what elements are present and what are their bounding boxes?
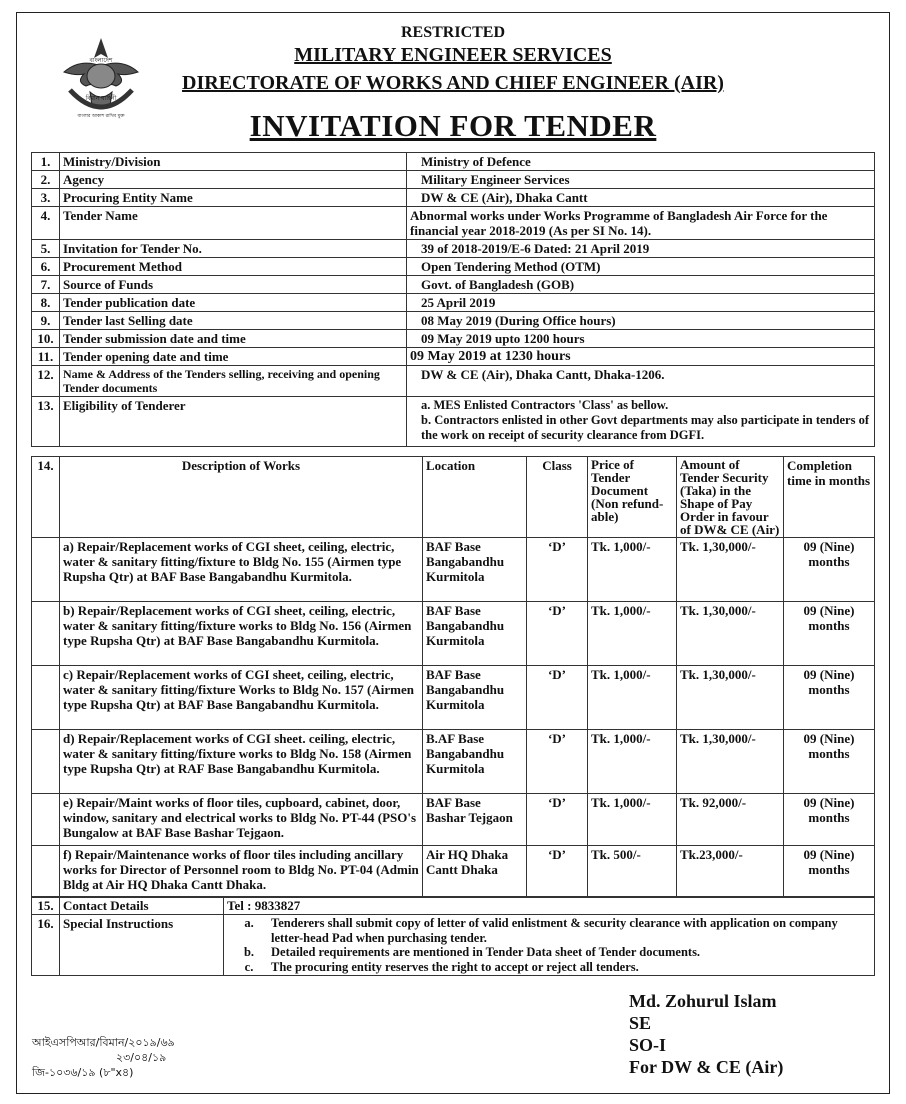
eligibility-value: [407, 397, 875, 447]
row-number: 5.: [32, 240, 60, 258]
contact-row: [32, 897, 875, 915]
works-row: [32, 602, 875, 666]
info-value: 09 May 2019 upto 1200 hours: [407, 330, 875, 348]
instruction-text: The procuring entity reserves the right to accept or reject all tenders.: [271, 959, 639, 974]
special-instructions-list: [224, 915, 875, 976]
special-label: Special Instructions: [60, 915, 224, 976]
contact-label: Contact Details: [60, 897, 224, 915]
work-price: Tk. 1,000/-: [588, 794, 677, 846]
info-label: Tender submission date and time: [60, 330, 407, 348]
info-value: Ministry of Defence: [407, 153, 875, 171]
work-class: ‘D’: [527, 794, 588, 846]
work-security: Tk.23,000/-: [677, 846, 784, 898]
work-class: ‘D’: [527, 846, 588, 898]
work-class: ‘D’: [527, 666, 588, 730]
instruction-item: [227, 916, 871, 945]
contact-instructions-table: [31, 896, 875, 976]
row-number: 3.: [32, 189, 60, 207]
info-row: [32, 240, 875, 258]
col-header-class: Class: [527, 457, 588, 538]
work-completion: 09 (Nine) months: [784, 846, 875, 898]
info-label: Source of Funds: [60, 276, 407, 294]
work-security: Tk. 92,000/-: [677, 794, 784, 846]
instruction-text: Tenderers shall submit copy of letter of valid enlistment & security clearance with application on company letter-head Pad when purchasing tender.: [271, 916, 838, 945]
work-completion: 09 (Nine) months: [784, 666, 875, 730]
work-location: B.AF Base Bangabandhu Kurmitola: [423, 730, 527, 794]
instruction-text: Detailed requirements are mentioned in Tender Data sheet of Tender documents.: [271, 945, 701, 959]
works-row: [32, 538, 875, 602]
memo-line: জি-১০৩৬/১৯ (৮"x৪): [32, 1066, 134, 1079]
info-value: Military Engineer Services: [407, 171, 875, 189]
work-price: Tk. 1,000/-: [588, 666, 677, 730]
work-location: BAF Base Bangabandhu Kurmitola: [423, 602, 527, 666]
row-number: 13.: [32, 397, 60, 447]
info-row: [32, 189, 875, 207]
info-value: DW & CE (Air), Dhaka Cantt: [407, 189, 875, 207]
info-value: Open Tendering Method (OTM): [407, 258, 875, 276]
work-description: d) Repair/Replacement works of CGI sheet. ceiling, electric, water & sanitary fitting/fixture works to Bldg No. 158 (Airmen type Rupsha Qtr) at RAF Base Bangabandhu Kurmitola.: [60, 730, 423, 794]
info-row: [32, 207, 875, 240]
info-row: [32, 312, 875, 330]
signature-block: [629, 990, 783, 1078]
work-class: ‘D’: [527, 730, 588, 794]
info-value: DW & CE (Air), Dhaka Cantt, Dhaka-1206.: [407, 366, 875, 397]
work-description: b) Repair/Replacement works of CGI sheet, ceiling, electric, water & sanitary fitting/fixture works to Bldg No. 156 (Airmen type Rupsha Qtr) at BAF Base Bangabandhu Kurmitola.: [60, 602, 423, 666]
special-instructions-row: [32, 915, 875, 976]
work-price: Tk. 1,000/-: [588, 730, 677, 794]
work-location: BAF Base Bashar Tejgaon: [423, 794, 527, 846]
restricted-label: RESTRICTED: [400, 24, 506, 41]
info-row: [32, 171, 875, 189]
info-row: [32, 258, 875, 276]
instruction-item: [227, 960, 871, 975]
row-number: 10.: [32, 330, 60, 348]
info-label: Invitation for Tender No.: [60, 240, 407, 258]
col-header-price: Price of Tender Document (Non refund-able): [588, 457, 677, 538]
info-label: Eligibility of Tenderer: [60, 397, 407, 447]
signatory-role: SO-I: [629, 1035, 667, 1055]
works-table: [31, 456, 875, 898]
info-row: [32, 330, 875, 348]
info-label: Tender Name: [60, 207, 407, 240]
work-class: ‘D’: [527, 602, 588, 666]
info-value: Govt. of Bangladesh (GOB): [407, 276, 875, 294]
info-row: [32, 348, 875, 366]
info-value: 39 of 2018-2019/E-6 Dated: 21 April 2019: [407, 240, 875, 258]
org-name: MILITARY ENGINEER SERVICES: [294, 44, 612, 66]
work-completion: 09 (Nine) months: [784, 730, 875, 794]
memo-reference: [32, 1035, 175, 1080]
info-label: Procuring Entity Name: [60, 189, 407, 207]
info-value: Abnormal works under Works Programme of Bangladesh Air Force for the financial year 2018-2019 (As per SI No. 14).: [407, 207, 875, 240]
info-label: Tender last Selling date: [60, 312, 407, 330]
work-description: f) Repair/Maintenance works of floor tiles including ancillary works for Director of Personnel room to Bldg No. PT-04 (Admin Bldg at Air HQ Dhaka Cantt Dhaka.: [60, 846, 423, 898]
row-number: 7.: [32, 276, 60, 294]
row-number: 15.: [32, 897, 60, 915]
svg-text:বাংলাদেশ: বাংলাদেশ: [89, 57, 113, 64]
info-value: 25 April 2019: [407, 294, 875, 312]
contact-value: Tel : 9833827: [224, 897, 875, 915]
work-security: Tk. 1,30,000/-: [677, 730, 784, 794]
work-description: a) Repair/Replacement works of CGI sheet, ceiling, electric, water & sanitary fitting/fixture to Bldg No. 155 (Airmen type Rupsha Qtr) at BAF Base Bangabandhu Kurmitola.: [60, 538, 423, 602]
work-security: Tk. 1,30,000/-: [677, 538, 784, 602]
directorate-name: DIRECTORATE OF WORKS AND CHIEF ENGINEER (AIR): [182, 72, 724, 94]
row-number: 12.: [32, 366, 60, 397]
work-description: c) Repair/Replacement works of CGI sheet, ceiling, electric, water & sanitary fitting/fixture Works to Bldg No. 157 (Airmen type Rupsha Qtr) at BAF Base Bangabandhu Kurmitola.: [60, 666, 423, 730]
works-row: [32, 846, 875, 898]
work-price: Tk. 1,000/-: [588, 602, 677, 666]
instruction-marker: b.: [243, 945, 255, 959]
signatory-rank: SE: [629, 1013, 652, 1033]
memo-line: আইএসপিআর/বিমান/২০১৯/৬৯: [32, 1036, 175, 1049]
work-security: Tk. 1,30,000/-: [677, 666, 784, 730]
info-row: [32, 366, 875, 397]
instruction-item: [227, 945, 871, 960]
col-header-completion: Completion time in months: [784, 457, 875, 538]
row-number: 16.: [32, 915, 60, 976]
info-label: Ministry/Division: [60, 153, 407, 171]
works-row: [32, 794, 875, 846]
row-number: 11.: [32, 348, 60, 366]
work-location: Air HQ Dhaka Cantt Dhaka: [423, 846, 527, 898]
works-row: [32, 730, 875, 794]
col-header-description: Description of Works: [60, 457, 423, 538]
row-number: 8.: [32, 294, 60, 312]
work-completion: 09 (Nine) months: [784, 794, 875, 846]
instruction-marker: a.: [244, 916, 254, 930]
work-class: ‘D’: [527, 538, 588, 602]
work-completion: 09 (Nine) months: [784, 602, 875, 666]
row-number: 2.: [32, 171, 60, 189]
row-number: 1.: [32, 153, 60, 171]
row-number: 6.: [32, 258, 60, 276]
page-title: INVITATION FOR TENDER: [249, 108, 657, 143]
work-price: Tk. 1,000/-: [588, 538, 677, 602]
eligibility-item-b: b. Contractors enlisted in other Govt departments may also participate in tenders of the work on receipt of security clearance from DGFI.: [421, 413, 869, 442]
row-number: 14.: [32, 457, 60, 538]
info-row: [32, 294, 875, 312]
instruction-marker: c.: [244, 959, 254, 974]
work-completion: 09 (Nine) months: [784, 538, 875, 602]
info-label: Agency: [60, 171, 407, 189]
eligibility-item-a: a. MES Enlisted Contractors 'Class' as bellow.: [421, 398, 669, 412]
info-row: [32, 153, 875, 171]
info-label: Procurement Method: [60, 258, 407, 276]
tender-info-table: [31, 152, 875, 447]
col-header-security: Amount of Tender Security (Taka) in the Shape of Pay Order in favour of DW& CE (Air): [677, 457, 784, 538]
info-label: Tender publication date: [60, 294, 407, 312]
row-number: 4.: [32, 207, 60, 240]
svg-text:বিমান বাহিনী: বিমান বাহিনী: [85, 95, 117, 102]
svg-text:বাংলার আকাশ রাখিব মুক্ত: বাংলার আকাশ রাখিব মুক্ত: [77, 114, 125, 119]
work-security: Tk. 1,30,000/-: [677, 602, 784, 666]
work-price: Tk. 500/-: [588, 846, 677, 898]
work-description: e) Repair/Maint works of floor tiles, cupboard, cabinet, door, window, sanitary and electrical works to Bldg No. PT-44 (PSO's Bungalow at BAF Base Bashar Tejgaon.: [60, 794, 423, 846]
info-value: 08 May 2019 (During Office hours): [407, 312, 875, 330]
info-value: 09 May 2019 at 1230 hours: [407, 348, 875, 366]
work-location: BAF Base Bangabandhu Kurmitola: [423, 666, 527, 730]
col-header-location: Location: [423, 457, 527, 538]
works-header-row: [32, 457, 875, 538]
works-row: [32, 666, 875, 730]
info-row: [32, 276, 875, 294]
work-location: BAF Base Bangabandhu Kurmitola: [423, 538, 527, 602]
signatory-office: For DW & CE (Air): [629, 1057, 784, 1077]
signatory-name: Md. Zohurul Islam: [629, 991, 777, 1011]
memo-date: ২৩/০৪/১৯: [116, 1051, 167, 1064]
row-number: 9.: [32, 312, 60, 330]
info-label: Name & Address of the Tenders selling, receiving and opening Tender documents: [60, 366, 407, 397]
info-row: [32, 397, 875, 447]
info-label: Tender opening date and time: [60, 348, 407, 366]
